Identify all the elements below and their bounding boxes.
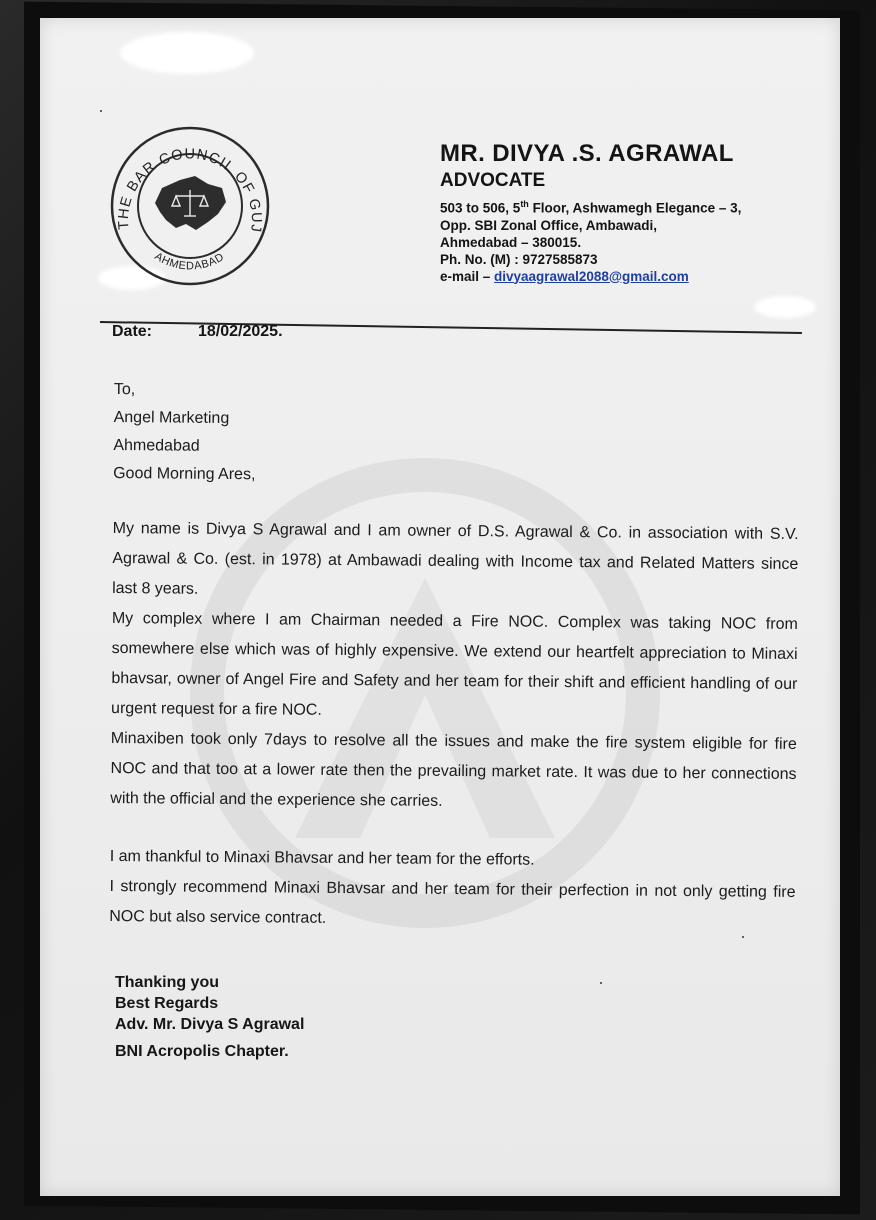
paragraph-recommend: I strongly recommend Minaxi Bhavsar and her team for their perfection in not only getting fire NOC but also service contract. — [109, 877, 796, 927]
paragraph-complex: My complex where I am Chairman needed a Fire NOC. Complex was taking NOC from somewhere else which was of highly expensive. We extend our heartfelt appreciation to Minaxi bhavsar, owner of Angel Fire and Safety and her team for their shift and efficient handling of our urgent request for a fire NOC. — [111, 609, 798, 719]
seal-graphic — [100, 118, 280, 293]
speck — [600, 982, 602, 984]
glare-top — [120, 32, 254, 74]
address-line-2: Opp. SBI Zonal Office, Ambawadi, — [440, 217, 658, 233]
speck — [100, 110, 102, 112]
closing-regards: Best Regards — [115, 995, 219, 1012]
email-line: e-mail – divyaagrawal2088@gmail.com — [440, 268, 689, 284]
recipient-city: Ahmedabad — [113, 436, 200, 455]
date-row — [112, 323, 283, 341]
letter-paper — [40, 18, 840, 1196]
glare-right — [754, 296, 816, 318]
paragraph-thanks: I am thankful to Minaxi Bhavsar and her team for the efforts. — [109, 847, 535, 869]
closing-chapter: BNI Acropolis Chapter. — [115, 1043, 289, 1060]
letterhead — [440, 140, 741, 285]
bar-council-seal — [100, 118, 280, 293]
seal-city-text: AHMEDABAD — [152, 250, 227, 273]
speck — [742, 936, 744, 938]
letter-body — [109, 376, 800, 938]
recipient-name: Angel Marketing — [113, 408, 230, 428]
address-line-3: Ahmedabad – 380015. — [440, 234, 582, 250]
date-value: 18/02/2025. — [198, 323, 283, 340]
phone-line: Ph. No. (M) : 9727585873 — [440, 251, 598, 267]
address-line-1: 503 to 506, 5th Floor, Ashwamegh Elegance – 3, — [440, 199, 742, 216]
recipient-to: To, — [113, 380, 136, 399]
paragraph-intro: My name is Divya S Agrawal and I am owner of D.S. Agrawal & Co. in association with S.V. Agrawal & Co. (est. in 1978) at Ambawadi dealing with Income tax and Related Matters since last 8 years. — [112, 519, 799, 598]
seal-arc-text: THE BAR COUNCIL OF GUJ — [115, 146, 265, 234]
closing-block — [115, 972, 304, 1062]
svg-text:AHMEDABAD — [152, 250, 226, 272]
advocate-title: ADVOCATE — [440, 170, 546, 191]
date-label: Date: — [112, 323, 153, 340]
email-link[interactable]: divyaagrawal2088@gmail.com — [494, 268, 689, 284]
greeting: Good Morning Ares, — [113, 464, 256, 484]
advocate-name: MR. DIVYA .S. AGRAWAL — [440, 140, 734, 167]
closing-signatory: Adv. Mr. Divya S Agrawal — [115, 1016, 305, 1033]
paragraph-resolution: Minaxiben took only 7days to resolve all the issues and make the fire system eligible for fire NOC and that too at a lower rate then the prevailing market rate. It was due to her connections with the official and the experience she carries. — [110, 729, 797, 810]
closing-thanks: Thanking you — [115, 974, 219, 991]
